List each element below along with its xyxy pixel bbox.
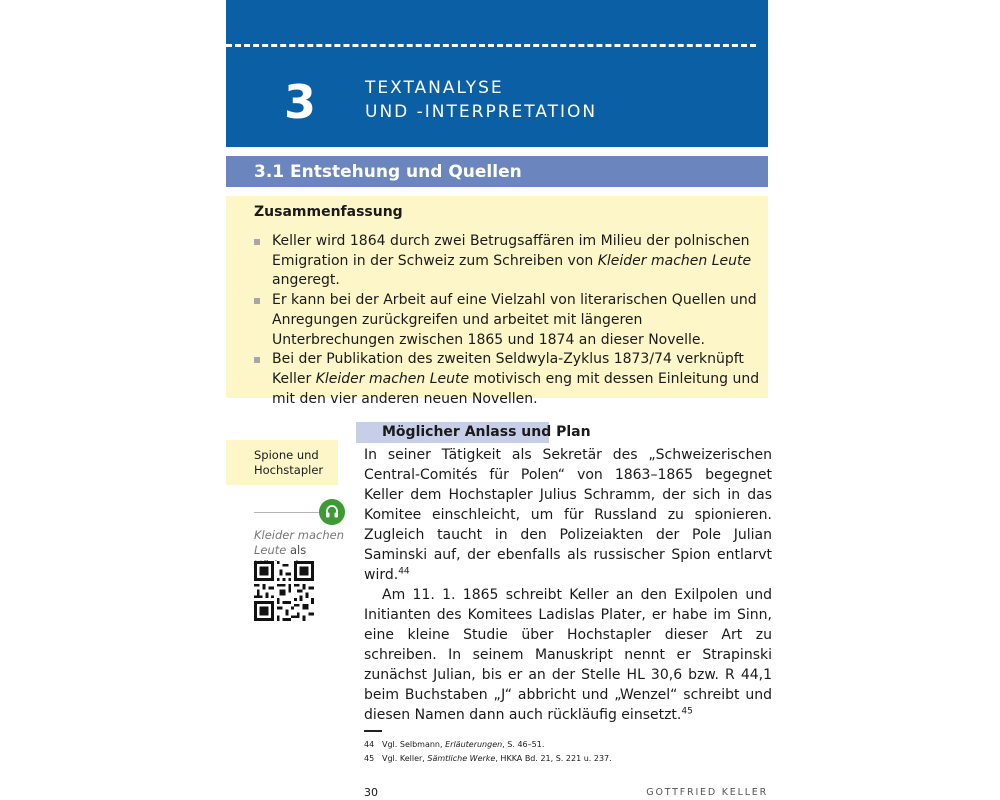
margin-note	[226, 440, 338, 485]
summary-item: Bei der Publikation des zweiten Seldwyla-Zyklus 1873/74 verknüpft Keller Kleider machen Leute motivisch eng mit dessen Einleitung und mit den vier anderen neuen Novellen.	[254, 350, 762, 409]
chapter-title-line1: TEXTANALYSE	[365, 78, 504, 98]
section-header	[226, 156, 768, 187]
body-text	[364, 445, 772, 725]
running-head: GOTTFRIED KELLER	[646, 787, 768, 798]
subsection-heading	[356, 422, 591, 443]
audio-divider	[254, 512, 319, 513]
chapter-header	[226, 0, 768, 147]
page-number: 30	[364, 786, 378, 799]
margin-note-label: Spione und Hochstapler	[254, 448, 324, 477]
qr-code-icon[interactable]	[254, 561, 314, 621]
paragraph: Am 11. 1. 1865 schreibt Keller an den Exilpolen und Initianten des Komitees Ladislas Plater, er habe im Sinn, eine kleine Studie über Hochstapler dieser Art zu schreiben. In seinem Manuskript nennt er Strapinski zunächst Julian, bis er an der Stelle HL 30,6 bzw. R 44,1 beim Buchstaben „J“ abbricht und „Wenzel“ schreibt und diesen Namen dann auch rückläufig einsetzt.$^{45}$	[364, 587, 772, 723]
footnote: 44 Vgl. Selbmann, Erläuterungen, S. 46–51.	[364, 740, 545, 749]
summary-item: Keller wird 1864 durch zwei Betrugsaffären im Milieu der polnischen Emigration in der Schweiz zum Schreiben von Kleider machen Leute angeregt.	[254, 232, 762, 291]
book-page	[226, 0, 772, 800]
paragraph: In seiner Tätigkeit als Sekretär des „Schweizerischen Central-Comités für Polen“ von 1863–1865 begegnet Keller dem Hochstapler Julius Schramm, der sich in das Komitee einschleicht, um für Russland zu spionieren. Zugleich taucht in den Polizeiakten der Pole Julian Saminski auf, der ebenfalls als russischer Spion entlarvt wird.$^{44}$	[364, 447, 772, 583]
summary-box	[226, 196, 768, 407]
dashed-divider	[226, 44, 756, 47]
footnote-ref[interactable]: 44	[398, 566, 410, 577]
summary-heading: Zusammenfassung	[254, 204, 403, 220]
chapter-title-line2: UND -INTERPRETATION	[365, 102, 598, 122]
section-title: 3.1 Entstehung und Quellen	[254, 162, 522, 182]
summary-item: Er kann bei der Arbeit auf eine Vielzahl von literarischen Quellen und Anregungen zurückgreifen und arbeitet mit längeren Unterbrechungen zwischen 1865 und 1874 an dieser Novelle.	[254, 291, 762, 350]
summary-list	[254, 232, 762, 409]
footnote: 45 Vgl. Keller, Sämtliche Werke, HKKA Bd. 21, S. 221 u. 237.	[364, 754, 612, 763]
footnote-ref[interactable]: 45	[681, 706, 693, 717]
audiobook-label: Kleider machen Leute als	[254, 528, 344, 557]
chapter-title	[365, 76, 597, 124]
headphone-icon[interactable]	[319, 499, 345, 525]
subsection-title: Möglicher Anlass und Plan	[382, 424, 591, 440]
chapter-number: 3	[284, 75, 317, 129]
footnotes	[364, 738, 612, 766]
footnote-divider	[364, 730, 382, 732]
